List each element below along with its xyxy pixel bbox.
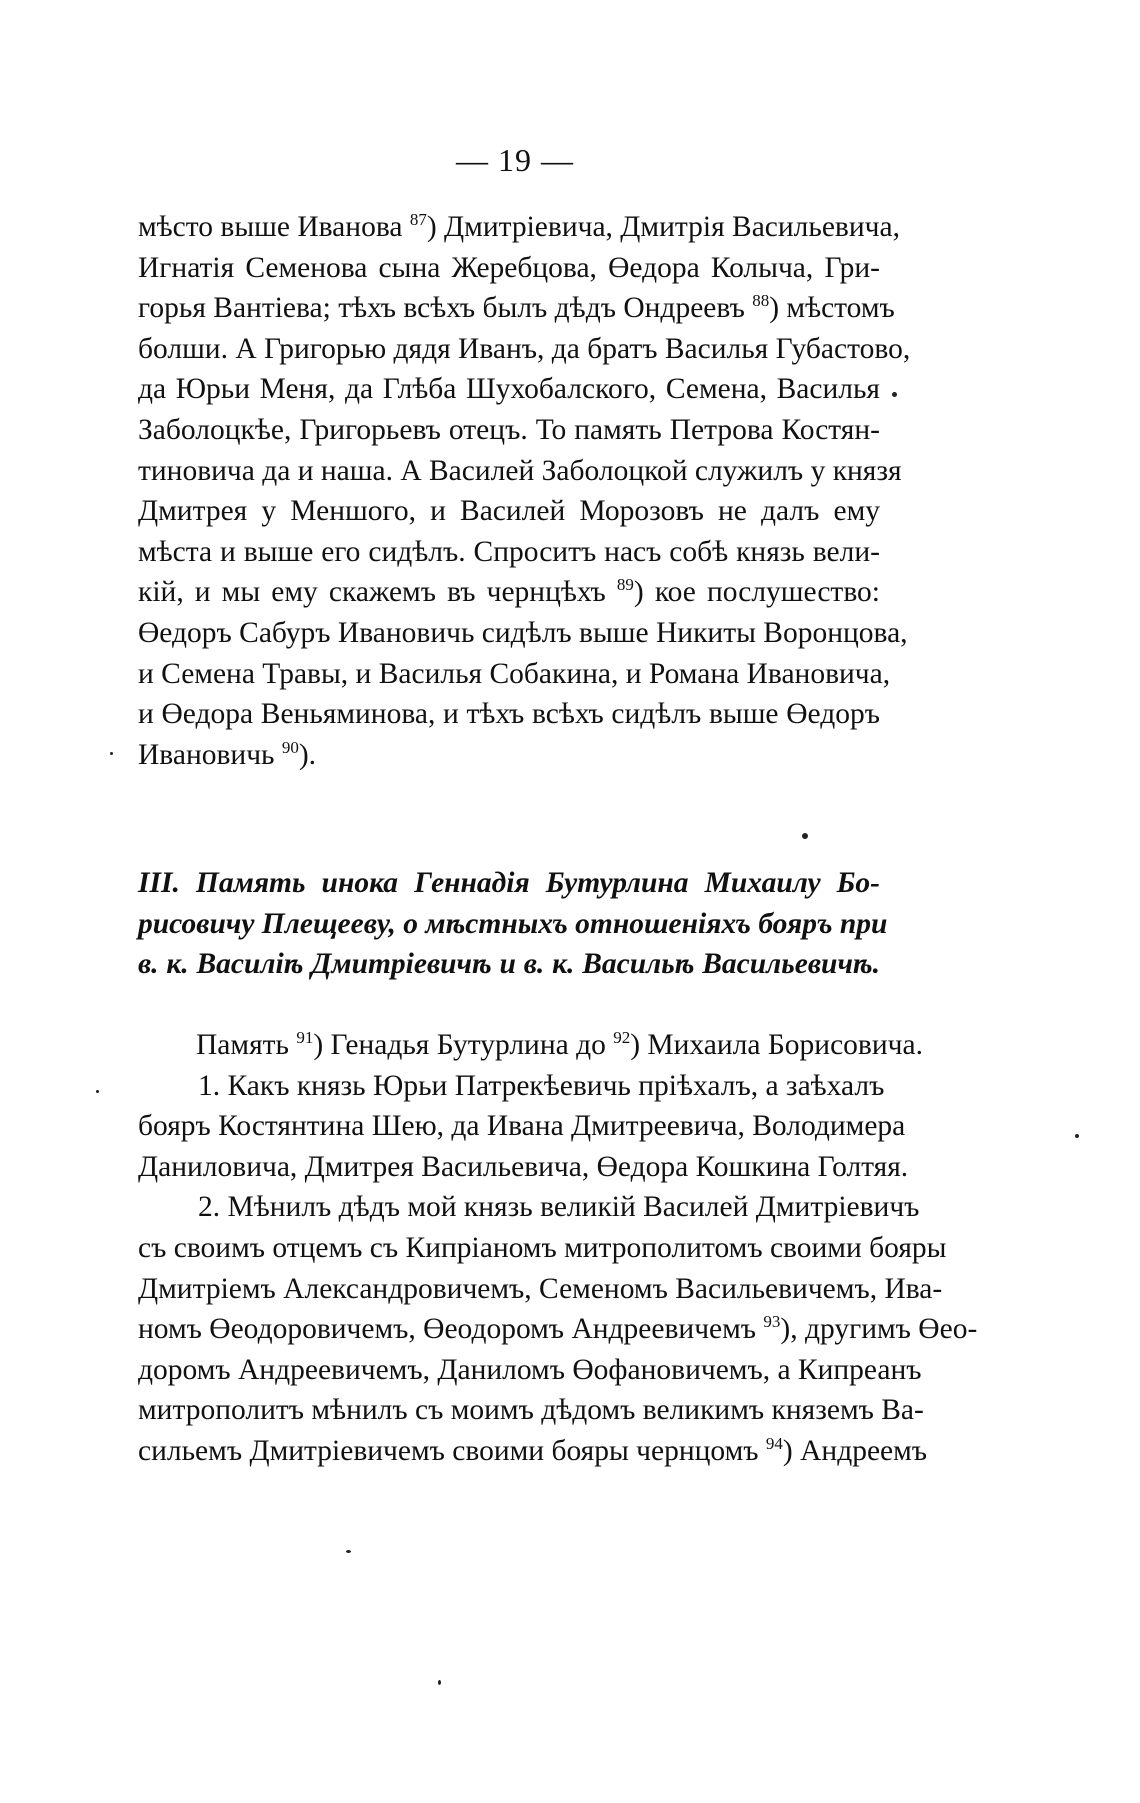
scan-speck (438, 1680, 441, 1685)
scan-speck (96, 1090, 99, 1093)
footnote-ref[interactable]: 93 (763, 1312, 781, 1332)
section-heading (138, 863, 888, 985)
footnote-ref[interactable]: 88 (752, 291, 770, 311)
text-line: мѣсто выше Иванова $^{87}$) Дмитріевича, Дмитрія Васильевича, (138, 210, 900, 243)
text-line: кій, и мы ему скажемъ въ чернцѣхъ $^{89}$) кое послушество: (138, 575, 880, 609)
scan-speck (802, 833, 808, 839)
text-line: и Семена Травы, и Василья Собакина, и Романа Ивановича, (138, 657, 891, 690)
text-line: сильемъ Дмитріевичемъ своими бояры чернцомъ $^{94}$) Андреемъ (138, 1433, 928, 1467)
text-line: съ своимъ отцемъ съ Кипріаномъ митрополитомъ своими бояры (138, 1231, 947, 1264)
footnote-ref[interactable]: 87 (409, 210, 427, 229)
text-line: митрополитъ мѣнилъ съ моимъ дѣдомъ великимъ княземъ Ва- (138, 1394, 924, 1427)
paragraph-1 (138, 207, 911, 775)
footnote-ref[interactable]: 92 (613, 1028, 631, 1047)
heading-line: III. Память инока Геннадія Бутурлина Михаилу Бо- (138, 867, 880, 899)
paragraph-2 (138, 1025, 978, 1472)
footnote-ref[interactable]: 94 (765, 1433, 783, 1453)
heading-line: в. к. Василіѣ Дмитріевичѣ и в. к. Васильѣ Васильевичѣ. (138, 948, 880, 980)
scan-speck (892, 392, 897, 397)
text-line: доромъ Андреевичемъ, Даниломъ Өофановичемъ, а Кипреанъ (138, 1353, 922, 1386)
text-line: Заболоцкѣе, Григорьевъ отецъ. То память Петрова Костян- (138, 413, 880, 446)
text-line: Память $^{91}$) Генадья Бутурлина до $^{92}$) Михаила Борисовича. (196, 1028, 923, 1061)
heading-line: рисовичу Плещееву, о мѣстныхъ отношеніяхъ бояръ при (138, 907, 888, 940)
footnote-ref[interactable]: 91 (296, 1028, 314, 1047)
text-line: Игнатія Семенова сына Жеребцова, Өедора Колыча, Гри- (138, 251, 880, 284)
page-number: — 19 — (456, 142, 574, 178)
text-line: Даниловича, Дмитрея Васильевича, Өедора Кошкина Голтяя. (138, 1150, 909, 1183)
text-line: горья Вантіева; тѣхъ всѣхъ былъ дѣдъ Ондреевъ $^{88}$) мѣстомъ (138, 291, 895, 325)
text-line: Дмитріемъ Александровичемъ, Семеномъ Васильевичемъ, Ива- (138, 1272, 943, 1305)
scan-speck (346, 1550, 351, 1553)
text-line: мѣста и выше его сидѣлъ. Спроситъ насъ собѣ князь вели- (138, 535, 880, 568)
text-line: тиновича да и наша. А Василей Заболоцкой служилъ у князя (138, 454, 902, 487)
text-line: Ивановичь $^{90}$). (138, 737, 317, 771)
scan-speck (1075, 1134, 1079, 1138)
text-line: и Өедора Веньяминова, и тѣхъ всѣхъ сидѣлъ выше Өедоръ (138, 698, 880, 731)
footnote-ref[interactable]: 90 (281, 737, 299, 757)
footnote-ref[interactable]: 89 (616, 575, 634, 595)
text-line: болши. А Григорью дядя Иванъ, да братъ Василья Губастово, (138, 332, 911, 365)
text-line: Өедоръ Сабуръ Ивановичь сидѣлъ выше Никиты Воронцова, (138, 616, 908, 649)
scan-speck (110, 752, 113, 755)
text-line: бояръ Костянтина Шею, да Ивана Дмитреевича, Володимера (138, 1110, 906, 1143)
text-line: да Юрьи Меня, да Глѣба Шухобалского, Семена, Василья (138, 373, 880, 406)
text-line: номъ Өеодоровичемъ, Өеодоромъ Андреевичемъ $^{93}$), другимъ Өео- (138, 1312, 978, 1346)
text-line: 1. Какъ князь Юрьи Патрекѣевичь пріѣхалъ, а заѣхалъ (198, 1069, 885, 1102)
text-line: 2. Мѣнилъ дѣдъ мой князь великій Василей Дмитріевичъ (198, 1191, 920, 1224)
text-line: Дмитрея у Меншого, и Василей Морозовъ не далъ ему (138, 495, 880, 528)
